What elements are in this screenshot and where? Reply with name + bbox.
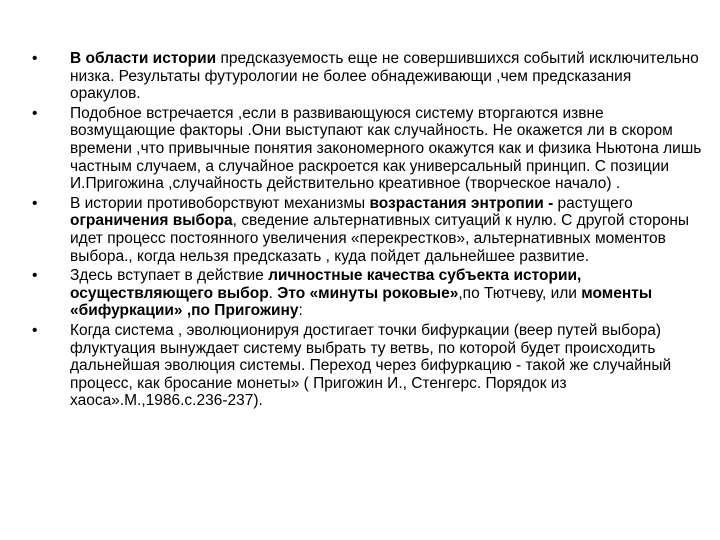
bold-text-segment: ограничения выбора <box>70 212 233 230</box>
bold-text-segment: Это «минуты роковые» <box>277 284 459 302</box>
bullet-marker: • <box>32 321 38 339</box>
bold-text-segment: моменты «бифуркации» ,по Пригожину <box>70 284 653 320</box>
text-segment: предсказуемость еще не совершившихся событий исключительно низка. Результаты футурологии не более обнадеживающи ,чем предсказания оракулов. <box>70 50 699 103</box>
bullet-item <box>32 195 702 265</box>
text-segment: . <box>268 284 278 302</box>
bullet-item <box>32 105 702 193</box>
bold-text-segment: В области истории <box>70 50 217 67</box>
bullet-item <box>32 267 702 320</box>
text-segment: растущего <box>553 194 633 212</box>
bullet-marker: • <box>32 194 38 212</box>
bullet-marker: • <box>32 50 38 67</box>
bullet-item <box>32 50 702 103</box>
bold-text-segment: личностные качества субъекта истории, осуществляющего выбор <box>70 267 582 302</box>
bullet-list <box>32 50 702 412</box>
text-segment: Когда система , эволюционируя достигает точки бифуркации (веер путей выбора) флуктуация вынуждает систему выбрать ту ветвь, по которой будет происходить дальнейшая эволюция системы. Переход через бифуркацию - такой же случайный процесс, как бросание монеты» ( Пригожин И., Стенгерс. Порядок из хаоса».М.,1986.с.236-237). <box>70 321 672 410</box>
bold-text-segment: возрастания энтропии - <box>369 194 554 212</box>
text-segment: , сведение альтернативных ситуаций к нулю. С другой стороны идет процесс постоянного увеличения «перекрестков», альтернативных моментов выбора., когда нельзя предсказать , куда пойдет дальнейшее развитие. <box>70 212 690 265</box>
text-segment: В истории противоборствуют механизмы <box>70 194 370 212</box>
text-segment: : <box>298 302 303 320</box>
text-segment: Здесь вступает в действие <box>70 267 269 285</box>
bullet-marker: • <box>32 104 38 122</box>
text-segment: ,по Тютчеву, или <box>458 284 582 302</box>
bullet-marker: • <box>32 267 38 285</box>
bullet-item <box>32 322 702 410</box>
text-segment: Подобное встречается ,если в развивающуюся систему вторгаются извне возмущающие факторы .Они выступают как случайность. Не окажется ли в скором времени ,что привычные понятия закономерного окажутся как и физика Ньютона лишь частным случаем, а случайное раскроется как универсальный принцип. С позиции И.Пригожина ,случайность действительно креативное (творческое начало) . <box>70 104 702 193</box>
